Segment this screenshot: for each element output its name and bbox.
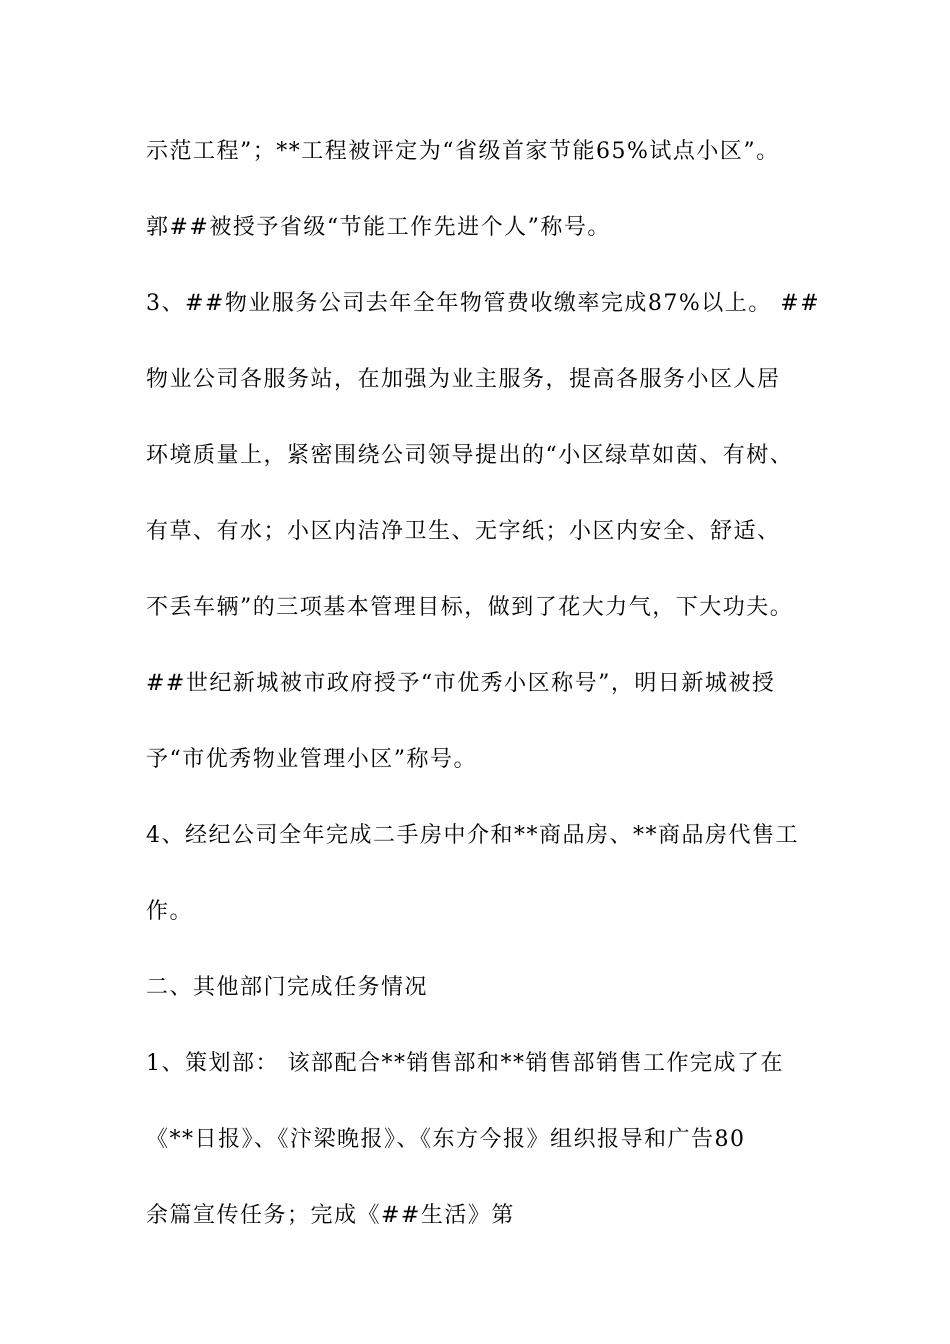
text-line: 示范工程”；**工程被评定为“省级首家节能65%试点小区”。 bbox=[146, 139, 780, 164]
text-line: 予“市优秀物业管理小区”称号。 bbox=[146, 747, 477, 772]
text-line: 不丢车辆”的三项基本管理目标，做到了花大力气，下大功夫。 bbox=[146, 595, 794, 620]
text-line: 1、策划部： 该部配合**销售部和**销售部销售工作完成了在 bbox=[146, 1051, 784, 1076]
text-line: 余篇宣传任务；完成《##生活》第 bbox=[146, 1203, 515, 1228]
text-line: 物业公司各服务站，在加强为业主服务，提高各服务小区人居 bbox=[146, 367, 781, 392]
text-line: 作。 bbox=[146, 899, 194, 924]
text-line: 郭##被授予省级“节能工作先进个人”称号。 bbox=[146, 215, 611, 240]
text-line: 4、经纪公司全年完成二手房中介和**商品房、**商品房代售工 bbox=[146, 823, 799, 848]
section-heading: 二、其他部门完成任务情况 bbox=[146, 975, 429, 1000]
text-line: 环境质量上，紧密围绕公司领导提出的“小区绿草如茵、有树、 bbox=[146, 443, 794, 468]
text-line: 3、##物业服务公司去年全年物管费收缴率完成87%以上。 ## bbox=[146, 291, 821, 316]
text-line: 有草、有水；小区内洁净卫生、无字纸；小区内安全、舒适、 bbox=[146, 519, 781, 544]
text-line: ##世纪新城被市政府授予“市优秀小区称号”，明日新城被授 bbox=[146, 671, 776, 696]
text-line: 《**日报》、《汴梁晚报》、《东方今报》组织报导和广告80 bbox=[146, 1127, 746, 1152]
